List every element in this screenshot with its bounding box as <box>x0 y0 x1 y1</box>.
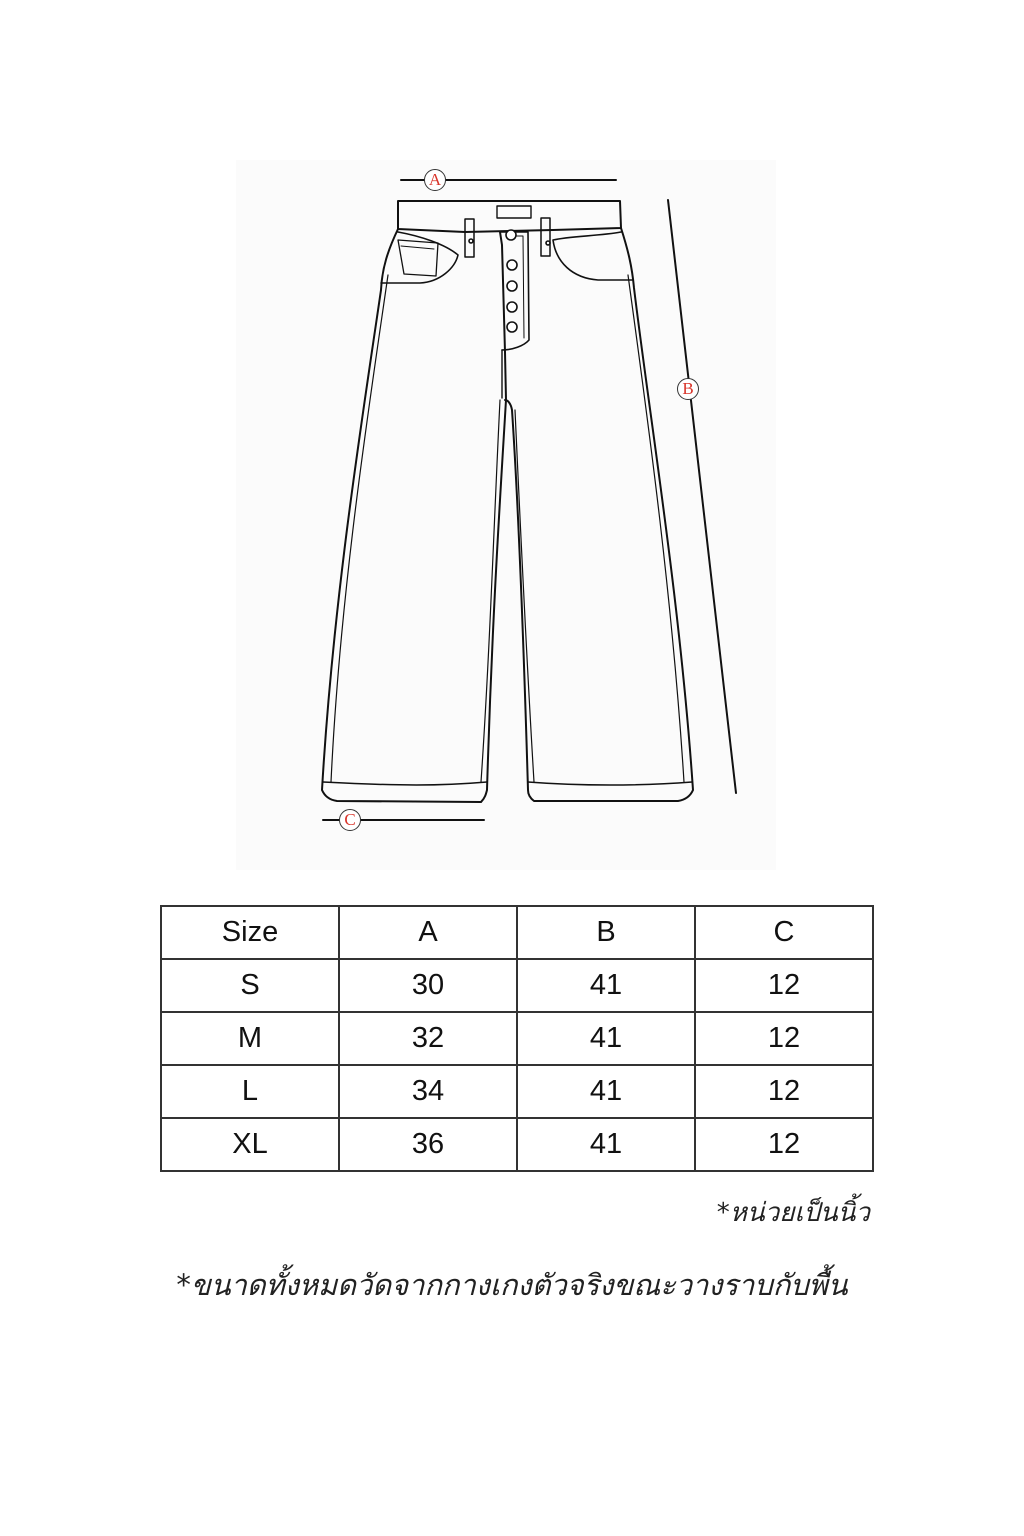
coin-pocket <box>398 240 438 276</box>
cell-a: 34 <box>339 1065 517 1118</box>
table-row <box>161 1065 873 1118</box>
fly-button-3 <box>507 281 517 291</box>
cell-b: 41 <box>517 959 695 1012</box>
belt-loop-left <box>465 219 474 257</box>
cell-c: 12 <box>695 1118 873 1171</box>
unit-note: *หน่วยเป็นนิ้ว <box>716 1198 870 1228</box>
header-a: A <box>339 906 517 959</box>
table-row <box>161 1118 873 1171</box>
table-row <box>161 1012 873 1065</box>
cell-b: 41 <box>517 1065 695 1118</box>
left-inseam <box>481 400 500 782</box>
cell-size: L <box>161 1065 339 1118</box>
right-front-pocket <box>553 232 633 280</box>
cell-c: 12 <box>695 959 873 1012</box>
measurement-note: *ขนาดทั้งหมดวัดจากกางเกงตัวจริงขณะวางราบกับพื้น <box>176 1268 848 1302</box>
cell-c: 12 <box>695 1012 873 1065</box>
right-leg-outline <box>505 228 693 801</box>
cell-size: S <box>161 959 339 1012</box>
marker-a: A <box>424 169 446 191</box>
right-side-seam <box>628 275 684 782</box>
fly-button-1 <box>506 230 516 240</box>
left-leg-outline <box>322 229 506 802</box>
left-hem <box>323 782 487 785</box>
cell-size: M <box>161 1012 339 1065</box>
cell-a: 36 <box>339 1118 517 1171</box>
header-c: C <box>695 906 873 959</box>
table-row <box>161 959 873 1012</box>
waist-label <box>497 206 531 218</box>
fly-button-2 <box>507 260 517 270</box>
size-chart-table <box>160 905 874 1172</box>
marker-b: B <box>677 378 699 400</box>
marker-c: C <box>339 809 361 831</box>
left-side-seam <box>331 275 388 782</box>
header-size: Size <box>161 906 339 959</box>
right-hem <box>528 782 692 785</box>
fly-button-4 <box>507 302 517 312</box>
fly-button-5 <box>507 322 517 332</box>
rivet-right <box>546 241 550 245</box>
header-b: B <box>517 906 695 959</box>
cell-size: XL <box>161 1118 339 1171</box>
belt-loop-right <box>541 218 550 256</box>
rivet-left <box>469 239 473 243</box>
cell-c: 12 <box>695 1065 873 1118</box>
cell-b: 41 <box>517 1118 695 1171</box>
table-header-row <box>161 906 873 959</box>
cell-b: 41 <box>517 1012 695 1065</box>
cell-a: 32 <box>339 1012 517 1065</box>
right-inseam <box>515 410 534 782</box>
cell-a: 30 <box>339 959 517 1012</box>
